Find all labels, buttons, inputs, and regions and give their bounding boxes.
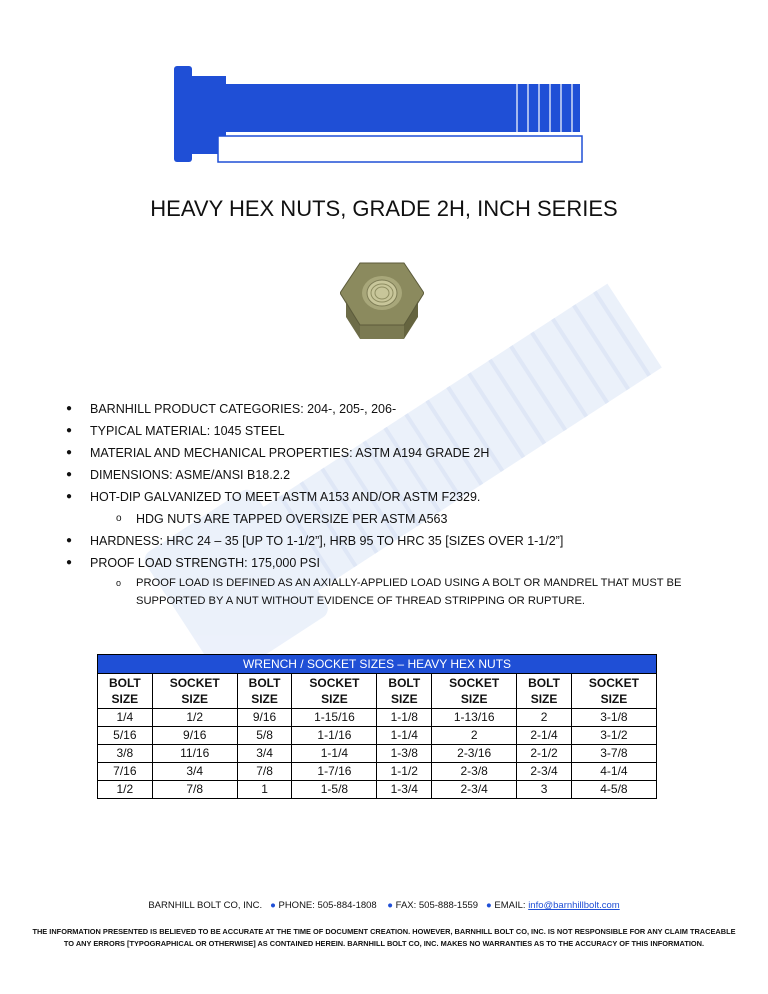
table-cell: 1-1/8 — [377, 709, 432, 727]
table-cell: 2-1/4 — [517, 727, 572, 745]
table-cell: 4-1/4 — [571, 763, 656, 781]
column-header: SOCKET SIZE — [292, 674, 377, 709]
table-cell: 9/16 — [237, 709, 292, 727]
table-cell: 1-5/8 — [292, 781, 377, 799]
table-cell: 2-1/2 — [517, 745, 572, 763]
table-cell: 5/8 — [237, 727, 292, 745]
table-cell: 11/16 — [152, 745, 237, 763]
list-subitem: o PROOF LOAD IS DEFINED AS AN AXIALLY-APPLIED LOAD USING A BOLT OR MANDREL THAT MUST BE SUPPORTED BY A NUT WITHOUT EVIDENCE OF THREAD STRIPPING OR RUPTURE. — [64, 574, 724, 610]
table-cell: 1/4 — [98, 709, 153, 727]
table-cell: 2 — [432, 727, 517, 745]
table-header-row — [98, 674, 657, 709]
table-cell: 1-15/16 — [292, 709, 377, 727]
table-cell: 3 — [517, 781, 572, 799]
bullet-icon: ● — [66, 425, 73, 436]
table-cell: 1/2 — [152, 709, 237, 727]
bullet-icon: ● — [66, 469, 73, 480]
circle-bullet-icon: o — [116, 578, 122, 588]
table-cell: 1-13/16 — [432, 709, 517, 727]
footer-email-label: EMAIL: — [494, 900, 526, 911]
table-cell: 9/16 — [152, 727, 237, 745]
table-cell: 3/4 — [152, 763, 237, 781]
column-header: BOLT SIZE — [237, 674, 292, 709]
column-header: SOCKET SIZE — [432, 674, 517, 709]
page-title: HEAVY HEX NUTS, GRADE 2H, INCH SERIES — [150, 196, 618, 221]
table-cell: 7/8 — [237, 763, 292, 781]
table-row — [98, 709, 657, 727]
table-row — [98, 781, 657, 799]
contact-footer — [0, 900, 768, 911]
table-cell: 7/16 — [98, 763, 153, 781]
table-row — [98, 763, 657, 781]
bullet-icon: ● — [66, 535, 73, 546]
table-cell: 7/8 — [152, 781, 237, 799]
table-cell: 4-5/8 — [571, 781, 656, 799]
bullet-icon: ● — [387, 900, 394, 911]
email-link[interactable]: info@barnhillbolt.com — [528, 900, 620, 911]
table-caption: WRENCH / SOCKET SIZES – HEAVY HEX NUTS — [98, 655, 657, 674]
bullet-icon: ● — [66, 491, 73, 502]
disclaimer: THE INFORMATION PRESENTED IS BELIEVED TO BE ACCURATE AT THE TIME OF DOCUMENT CREATION. HOWEVER, BARNHILL BOLT CO, INC. IS NOT RESPONSIBLE FOR ANY CLAIM TRACEABLE TO ANY ERRORS [TYPOGRAPHICAL OR OTHERWISE] AS CONTAINED HEREIN. BARNHILL BOLT CO, INC. MAKES NO WARRANTIES AS TO THE ACCURACY OF THIS INFORMATION. — [32, 927, 736, 948]
table-cell: 3-1/8 — [571, 709, 656, 727]
table-cell: 2 — [517, 709, 572, 727]
list-item: ● TYPICAL MATERIAL: 1045 STEEL — [64, 420, 724, 442]
company-logo — [172, 62, 586, 166]
table-cell: 5/16 — [98, 727, 153, 745]
table-cell: 1/2 — [98, 781, 153, 799]
footer-phone: PHONE: 505-884-1808 — [278, 900, 377, 911]
footer-company: BARNHILL BOLT CO, INC. — [148, 900, 263, 911]
table-row — [98, 745, 657, 763]
list-item: ● BARNHILL PRODUCT CATEGORIES: 204-, 205-, 206- — [64, 398, 724, 420]
table-cell: 2-3/8 — [432, 763, 517, 781]
circle-bullet-icon: o — [116, 513, 122, 524]
table-cell: 1-1/16 — [292, 727, 377, 745]
column-header: BOLT SIZE — [98, 674, 153, 709]
table-cell: 1-1/4 — [292, 745, 377, 763]
footer-fax: FAX: 505-888-1559 — [395, 900, 479, 911]
properties-list — [64, 398, 724, 610]
table-cell: 3/4 — [237, 745, 292, 763]
table-cell: 3-1/2 — [571, 727, 656, 745]
table-cell: 2-3/4 — [517, 763, 572, 781]
bullet-icon: ● — [66, 557, 73, 568]
socket-size-table — [97, 654, 657, 799]
list-item: ● DIMENSIONS: ASME/ANSI B18.2.2 — [64, 464, 724, 486]
list-item: ● HARDNESS: HRC 24 – 35 [UP TO 1-1/2”], HRB 95 TO HRC 35 [SIZES OVER 1-1/2”] — [64, 530, 724, 552]
table-row — [98, 727, 657, 745]
table-cell: 1-1/2 — [377, 763, 432, 781]
bullet-icon: ● — [486, 900, 492, 911]
bullet-icon: ● — [270, 900, 276, 911]
column-header: SOCKET SIZE — [571, 674, 656, 709]
table-cell: 3-7/8 — [571, 745, 656, 763]
column-header: BOLT SIZE — [517, 674, 572, 709]
table-cell: 1-3/4 — [377, 781, 432, 799]
table-cell: 1 — [237, 781, 292, 799]
list-item: ● PROOF LOAD STRENGTH: 175,000 PSI — [64, 552, 724, 574]
bullet-icon: ● — [66, 403, 73, 414]
table-cell: 3/8 — [98, 745, 153, 763]
column-header: SOCKET SIZE — [152, 674, 237, 709]
table-cell: 1-1/4 — [377, 727, 432, 745]
list-item: ● HOT-DIP GALVANIZED TO MEET ASTM A153 AND/OR ASTM F2329. — [64, 486, 724, 508]
table-cell: 2-3/16 — [432, 745, 517, 763]
table-cell: 1-3/8 — [377, 745, 432, 763]
list-item: ● MATERIAL AND MECHANICAL PROPERTIES: ASTM A194 GRADE 2H — [64, 442, 724, 464]
table-cell: 1-7/16 — [292, 763, 377, 781]
table-cell: 2-3/4 — [432, 781, 517, 799]
hex-nut-image — [340, 255, 424, 341]
bullet-icon: ● — [66, 447, 73, 458]
column-header: BOLT SIZE — [377, 674, 432, 709]
list-subitem: o HDG NUTS ARE TAPPED OVERSIZE PER ASTM A563 — [64, 508, 724, 530]
